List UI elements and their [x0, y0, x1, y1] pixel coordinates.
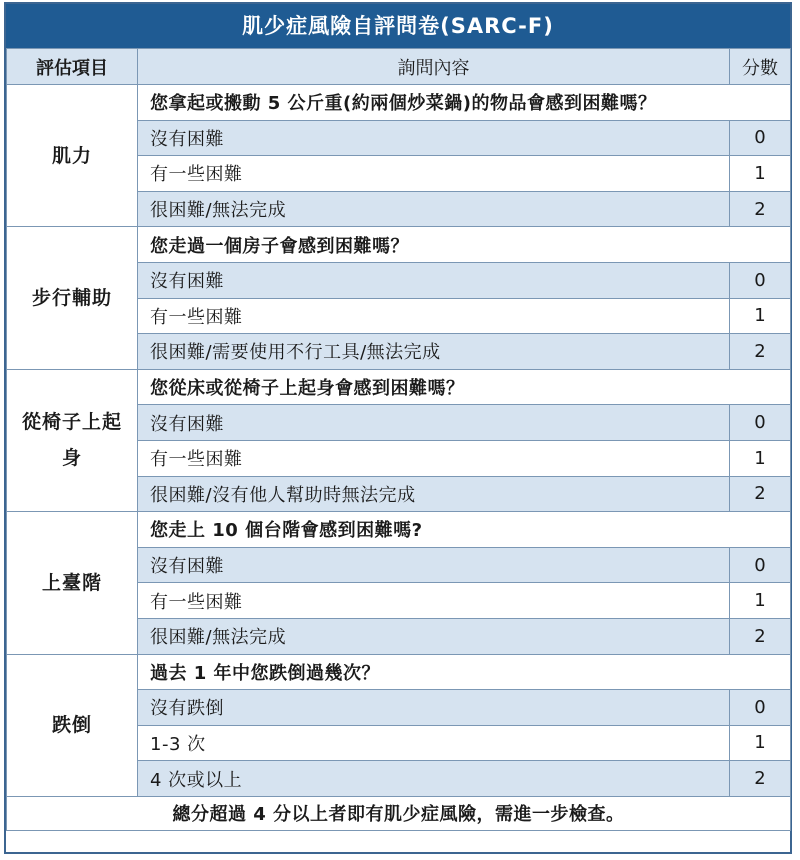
option-score: 1 — [730, 583, 791, 619]
option-score: 1 — [730, 156, 791, 192]
header-row — [7, 49, 791, 85]
option-score: 2 — [730, 334, 791, 370]
option-score: 0 — [730, 690, 791, 726]
question-row — [7, 85, 791, 121]
option-label: 4 次或以上 — [138, 761, 730, 797]
question-row — [7, 369, 791, 405]
option-score: 0 — [730, 405, 791, 441]
option-label: 有一些困難 — [138, 156, 730, 192]
page-title: 肌少症風險自評問卷(SARC-F) — [6, 4, 790, 48]
option-label: 很困難/無法完成 — [138, 618, 730, 654]
question-walking: 您走過一個房子會感到困難嗎？ — [138, 227, 791, 263]
option-label: 很困難/需要使用不行工具/無法完成 — [138, 334, 730, 370]
questionnaire-table — [6, 48, 791, 831]
option-label: 很困難/無法完成 — [138, 191, 730, 227]
option-label: 沒有困難 — [138, 405, 730, 441]
option-label: 1-3 次 — [138, 725, 730, 761]
question-stairs: 您走上 10 個台階會感到困難嗎? — [138, 512, 791, 548]
questionnaire-card — [4, 2, 792, 854]
category-falls: 跌倒 — [7, 654, 138, 796]
option-label: 很困難/沒有他人幫助時無法完成 — [138, 476, 730, 512]
option-label: 有一些困難 — [138, 298, 730, 334]
option-score: 2 — [730, 761, 791, 797]
option-label: 沒有困難 — [138, 120, 730, 156]
question-strength: 您拿起或搬動 5 公斤重(約兩個炒菜鍋)的物品會感到困難嗎？ — [138, 85, 791, 121]
question-row — [7, 654, 791, 690]
option-score: 0 — [730, 262, 791, 298]
option-label: 沒有困難 — [138, 262, 730, 298]
header-question: 詢問內容 — [138, 49, 730, 85]
question-row — [7, 512, 791, 548]
question-falls: 過去 1 年中您跌倒過幾次？ — [138, 654, 791, 690]
option-score: 2 — [730, 618, 791, 654]
option-score: 2 — [730, 191, 791, 227]
option-label: 有一些困難 — [138, 440, 730, 476]
category-rising: 從椅子上起身 — [7, 369, 138, 511]
header-score: 分數 — [730, 49, 791, 85]
category-strength: 肌力 — [7, 85, 138, 227]
option-label: 沒有困難 — [138, 547, 730, 583]
option-score: 1 — [730, 725, 791, 761]
option-score: 1 — [730, 298, 791, 334]
question-row — [7, 227, 791, 263]
option-label: 沒有跌倒 — [138, 690, 730, 726]
footer-row — [7, 796, 791, 830]
option-label: 有一些困難 — [138, 583, 730, 619]
option-score: 1 — [730, 440, 791, 476]
option-score: 0 — [730, 547, 791, 583]
question-rising: 您從床或從椅子上起身會感到困難嗎？ — [138, 369, 791, 405]
option-score: 2 — [730, 476, 791, 512]
option-score: 0 — [730, 120, 791, 156]
category-stairs: 上臺階 — [7, 512, 138, 654]
footer-note: 總分超過 4 分以上者即有肌少症風險，需進一步檢查。 — [7, 796, 791, 830]
category-walking: 步行輔助 — [7, 227, 138, 369]
header-item: 評估項目 — [7, 49, 138, 85]
